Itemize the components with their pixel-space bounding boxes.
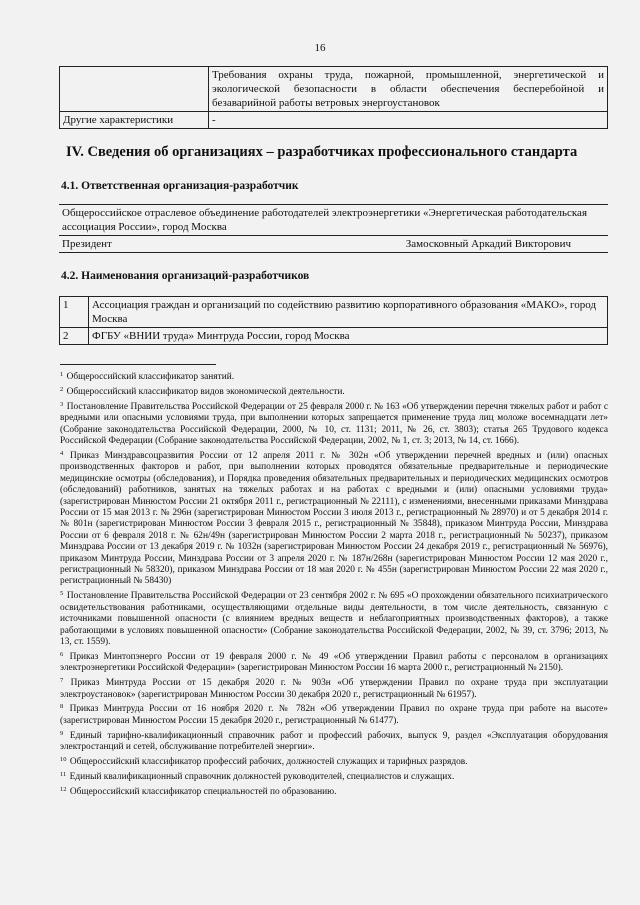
footnote-text: Общероссийский классификатор видов экономической деятельности.	[66, 386, 345, 397]
footnote	[60, 399, 608, 448]
footnote	[60, 588, 608, 648]
footnote-text: Общероссийский классификатор занятий.	[66, 372, 235, 382]
footnote	[60, 754, 608, 768]
table-row	[60, 112, 608, 129]
footnote	[60, 728, 608, 754]
footnote-number: 3	[60, 400, 64, 408]
footnote-text: Общероссийский классификатор профессий рабочих, должностей служащих и тарифных разрядов.	[69, 757, 468, 768]
footnote	[60, 369, 608, 383]
footnotes	[60, 369, 608, 799]
footnote	[60, 769, 608, 783]
org-name: Ассоциация граждан и организаций по содействию развитию корпоративного образования «МАКО», город Москва	[89, 297, 608, 328]
page-number: 16	[314, 42, 326, 54]
org-name: ФГБУ «ВНИИ труда» Минтруда России, город Москва	[89, 328, 608, 345]
footnote-text: Единый тарифно-квалификационный справочник работ и профессий рабочих, выпуск 9, раздел «Эксплуатация оборудования электростанций и сетей, обслуживание потребителей энергии».	[60, 730, 608, 753]
responsible-org-table	[59, 204, 608, 253]
section-title: IV. Сведения об организациях – разработчиках профессионального стандарта	[66, 144, 578, 160]
footnote-number: 2	[60, 385, 64, 393]
footnote	[60, 784, 608, 798]
footnote-number: 9	[60, 729, 64, 737]
footnote-number: 12	[60, 785, 67, 793]
developer-orgs-table	[59, 296, 608, 345]
table-row	[60, 297, 608, 328]
footnote	[60, 675, 608, 701]
footnote-number: 6	[60, 650, 64, 658]
org-name: Общероссийское отраслевое объединение работодателей электроэнергетики «Энергетическая работодательская ассоциация России», город Москва	[59, 205, 608, 236]
footnote-number: 5	[60, 590, 64, 598]
signatory-name: Замосковный Аркадий Викторович	[405, 238, 571, 250]
characteristics-table	[59, 66, 608, 129]
footnote	[60, 649, 608, 675]
table-row	[59, 236, 608, 253]
footnote-text: Постановление Правительства Российской Федерации от 25 февраля 2000 г. № 163 «Об утверждении перечня тяжелых работ и работ с вредными или опасными условиями труда, при выполнении которых запрещается применение труда лиц моложе восемнадцати лет» (Собрание законодательства Российской Федерации, 2000, № 10, ст. 1131; 2011, № 26, ст. 3803); статья 265 Трудового кодекса Российской Федерации (Собрание законодательства Российской Федерации, 2002, № 1, ст. 3; 2013, № 14, ст. 1666).	[60, 401, 609, 447]
table-cell	[60, 67, 209, 112]
footnote-text: Приказ Минтопэнерго России от 19 февраля 2000 г. № 49 «Об утверждении Правил работы с персоналом в организациях электроэнергетики Российской Федерации» (зарегистрирован Минюстом России 16 марта 2000 г., регистрационный № 2150).	[60, 651, 609, 674]
row-number: 1	[60, 297, 89, 328]
table-cell: -	[209, 112, 608, 129]
subsection-title: 4.1. Ответственная организация-разработчик	[61, 180, 299, 192]
row-number: 2	[60, 328, 89, 345]
footnote-number: 10	[60, 756, 67, 764]
footnote	[60, 384, 608, 398]
footnote-text: Единый квалификационный справочник должностей руководителей, специалистов и служащих.	[69, 772, 455, 782]
footnote-number: 11	[60, 771, 67, 778]
footnote-number: 1	[60, 371, 64, 378]
footnote-number: 7	[60, 677, 64, 685]
footnote-number: 4	[60, 449, 64, 457]
footnote-separator	[60, 364, 216, 365]
footnote-text: Общероссийский классификатор специальностей по образованию.	[69, 786, 337, 797]
table-row	[60, 328, 608, 345]
footnote-text: Приказ Минтруда России от 16 ноября 2020 г. № 782н «Об утверждении Правил по охране труда при работе на высоте» (зарегистрирован Минюстом России 15 декабря 2020 г., регистрационный № 61477).	[60, 704, 608, 726]
table-row	[60, 67, 608, 112]
subsection-title: 4.2. Наименования организаций-разработчиков	[61, 270, 310, 282]
table-cell: Требования охраны труда, пожарной, промышленной, энергетической и экологической безопасности в области обеспечения бесперебойной и безаварийной работы ветровых энергоустановок	[209, 67, 608, 112]
footnote	[60, 448, 608, 588]
footnote-text: Постановление Правительства Российской Федерации от 23 сентября 2002 г. № 695 «О прохождении обязательного психиатрического освидетельствования работниками, осуществляющими отдельные виды деятельности, в том числе деятельность, связанную с источниками повышенной опасности (с влиянием вредных веществ и неблагоприятных производственных факторов), а также работающими в условиях повышенной опасности» (Собрание законодательства Российской Федерации, 2002, № 39, ст. 3796; 2013, № 13, ст. 1559).	[60, 591, 608, 647]
footnote-number: 8	[60, 703, 64, 711]
table-row	[59, 205, 608, 236]
table-cell: Другие характеристики	[60, 112, 209, 129]
footnote	[60, 701, 608, 727]
footnote-text: Приказ Минздравсоцразвития России от 12 апреля 2011 г. № 302н «Об утверждении перечней вредных и (или) опасных производственных факторов и работ, при выполнении которых проводятся обязательные предварительные и периодические медицинские осмотры (обследования), и Порядка проведения обязательных предварительных и периодических медицинских осмотров (обследований) работников, занятых на тяжелых работах и на работах с вредными и (или) опасными условиями труда» (зарегистрирован Минюстом России 21 октября 2011 г., регистрационный № 22111), с изменениями, внесенными приказами Минздрава России от 15 мая 2013 г. № 296н (зарегистрирован Минюстом России 3 июля 2013 г., регистрационный № 28970) и от 5 декабря 2014 г. № 801н (зарегистрирован Минюстом России 3 февраля 2015 г., регистрационный № 35848), приказом Минтруда России, Минздрава России от 6 февраля 2018 г. № 62н/49н (зарегистрирован Минюстом России 2 марта 2018 г., регистрационный № 50237), приказом Минздрава России от 13 декабря 2019 г. № 1032н (зарегистрирован Минюстом России 24 декабря 2019 г., регистрационный № 56976), приказом Минтруда России, Минздрава России от 3 апреля 2020 г. № 187н/268н (зарегистрирован Минюстом России 12 мая 2020 г., регистрационный № 58320), приказом Минздрава России от 18 мая 2020 г. № 455н (зарегистрирован Минюстом России 22 мая 2020 г., регистрационный № 58430)	[60, 450, 609, 587]
footnote-text: Приказ Минтруда России от 15 декабря 2020 г. № 903н «Об утверждении Правил по охране труда при эксплуатации электроустановок» (зарегистрирован Минюстом России 30 декабря 2020 г., регистрационный № 61957).	[60, 678, 609, 700]
signatory-position: Президент	[62, 238, 112, 250]
signatory-row	[59, 236, 608, 253]
